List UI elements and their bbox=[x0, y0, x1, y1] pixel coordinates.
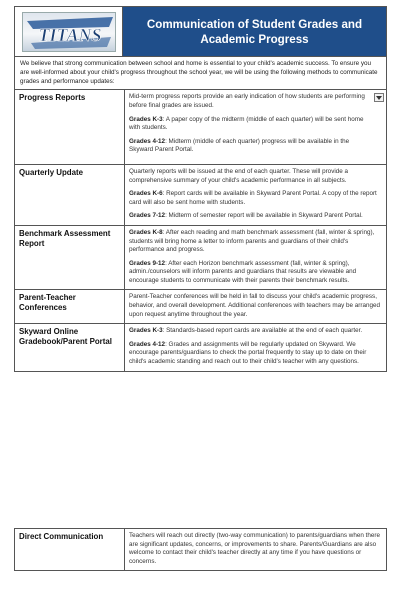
paragraph-text: : Standards-based report cards are available at the end of each quarter. bbox=[162, 327, 363, 335]
method-rows bbox=[15, 90, 386, 370]
titans-logo bbox=[22, 12, 116, 52]
row-paragraph bbox=[129, 138, 372, 155]
title-line-1: Communication of Student Grades and bbox=[146, 17, 363, 31]
grade-label: Grades 9-12 bbox=[129, 259, 166, 267]
row-label: Quarterly Update bbox=[15, 165, 125, 225]
paragraph-text: Quarterly reports will be issued at the end of each quarter. These will provide a comprehensive summary of your child's academic performance in all subjects. bbox=[129, 167, 348, 184]
row-paragraph bbox=[129, 293, 382, 319]
row-label: Benchmark Assessment Report bbox=[15, 226, 125, 290]
intro-text: We believe that strong communication between school and home is essential to your child's academic success. To ensure you are well-informed about your child's progress throughout the school year, we will be using the following methods to communicate grades and performance updates: bbox=[15, 57, 386, 90]
row-label: Direct Communication bbox=[15, 529, 125, 570]
method-row bbox=[15, 290, 386, 324]
paragraph-text: : Midterm (middle of each quarter) progress will be available in the Skyward Parent Portal. bbox=[129, 137, 350, 154]
paragraph-text: : Report cards will be available in Skyward Parent Portal. A copy of the report card will also be sent home with students. bbox=[129, 190, 377, 206]
paragraph-text: : A paper copy of the midterm (middle of each quarter) will be sent home with students. bbox=[129, 115, 364, 132]
row-paragraph bbox=[129, 229, 382, 255]
grade-label: Grades K-6 bbox=[129, 190, 163, 198]
paragraph-text: Mid-term progress reports provide an early indication of how students are performing before final grades are issued. bbox=[129, 93, 365, 109]
row-content bbox=[125, 324, 386, 370]
row-paragraph bbox=[129, 168, 382, 185]
title-line-2: Academic Progress bbox=[200, 32, 309, 46]
method-row bbox=[15, 165, 386, 226]
row-paragraph bbox=[129, 93, 372, 110]
grade-label: Grades K-8 bbox=[129, 228, 163, 236]
row-label: Skyward Online Gradebook/Parent Portal bbox=[15, 324, 125, 370]
document-table bbox=[14, 6, 387, 372]
row-label: Progress Reports bbox=[15, 90, 125, 164]
row-paragraph bbox=[129, 341, 382, 367]
method-row bbox=[15, 90, 386, 165]
row-label: Parent-Teacher Conferences bbox=[15, 290, 125, 323]
row-content bbox=[125, 90, 386, 164]
logo-graphic bbox=[23, 13, 116, 52]
row-paragraph: Teachers will reach out directly (two-way communication) to parents/guardians when there are significant updates, concerns, or improvements to share. Parents/Guardians are also welcome to contact their child's teacher directly at any time if you have questions or concerns. bbox=[129, 532, 380, 565]
row-content bbox=[125, 165, 386, 225]
paragraph-text: : After each Horizon benchmark assessment (fall, winter & spring), admin./counselors will inform parents and guardians that results are viewable and encourage students to communicate with their parents their benchmark results. bbox=[129, 259, 357, 284]
grade-label: Grades 7-12 bbox=[129, 212, 166, 220]
row-content bbox=[125, 290, 386, 323]
method-row bbox=[15, 226, 386, 291]
grade-label: Grades 4-12 bbox=[129, 137, 166, 145]
row-content bbox=[125, 529, 386, 570]
svg-text:TITANS: TITANS bbox=[37, 24, 102, 45]
paragraph-text: : Midterm of semester report will be available in Skyward Parent Portal. bbox=[165, 212, 363, 220]
direct-communication-row bbox=[15, 529, 386, 570]
chevron-down-icon bbox=[376, 96, 382, 100]
row-paragraph bbox=[129, 190, 382, 207]
paragraph-text: : After each reading and math benchmark assessment (fall, winter & spring), students will bring home a letter to inform parents and guardians of their child's performance and progress. bbox=[129, 228, 375, 254]
grade-label: Grades 4-12 bbox=[129, 340, 166, 348]
logo-cell bbox=[15, 7, 123, 56]
row-paragraph bbox=[129, 116, 372, 133]
row-paragraph bbox=[129, 327, 382, 336]
direct-communication-table bbox=[14, 528, 387, 571]
row-content bbox=[125, 226, 386, 290]
row-paragraph bbox=[129, 260, 382, 286]
row-paragraph bbox=[129, 212, 382, 221]
grade-label: Grades K-3 bbox=[129, 327, 163, 335]
method-row bbox=[15, 324, 386, 370]
paragraph-text: : Grades and assignments will be regularly updated on Skyward. We encourage parents/guardians to check the portal frequently to stay up to date on their child's academic standing and reach out to their child's teacher with any questions. bbox=[129, 340, 367, 366]
header-row bbox=[15, 7, 386, 57]
dropdown-button[interactable] bbox=[374, 93, 384, 102]
paragraph-text: Parent-Teacher conferences will be held in fall to discuss your child's academic progress, behavior, and overall development. Additional conferences with teachers may be arranged upon request anytime throughout the year. bbox=[129, 293, 380, 318]
page-title bbox=[123, 7, 386, 56]
grade-label: Grades K-3 bbox=[129, 115, 163, 123]
